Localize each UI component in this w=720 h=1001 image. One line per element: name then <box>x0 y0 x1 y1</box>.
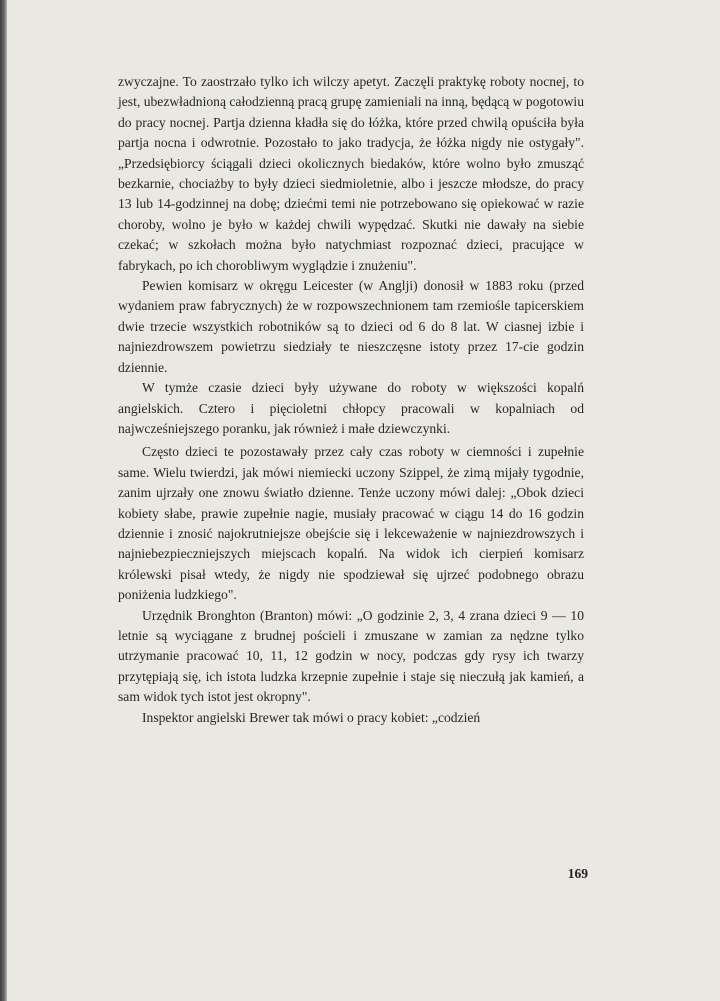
binding-edge <box>0 0 7 1001</box>
paragraph-3: W tymże czasie dzieci były używane do roboty w większości kopalń angielskich. Cztero i pięcioletni chłopcy pracowali w kopalniach od najwcześniejszego poranku, jak również i małe dziewczynki. <box>118 380 584 436</box>
body-text <box>118 72 584 728</box>
paragraph-2: Pewien komisarz w okręgu Leicester (w Anglji) donosił w 1883 roku (przed wydaniem praw fabrycznych) że w rozpowszechnionem tam rzemiośle tapicerskiem dwie trzecie wszystkich robotników są to dzieci od 6 do 8 lat. W ciasnej izbie i najniezdrowszem powietrzu siedziały te nieszczęsne istoty przez 17-cie godzin dziennie. <box>118 278 584 375</box>
page-number: 169 <box>567 866 588 881</box>
paragraph-5: Urzędnik Bronghton (Branton) mówi: „O godzinie 2, 3, 4 zrana dzieci 9 — 10 letnie są wyciągane z brudnej pościeli i zmuszane w zamian za nędzne tylko utrzymanie pracować 10, 11, 12 godzin w nocy, podczas gdy rysy ich twarzy przytępiają się, ich istota ludzka krzepnie zupełnie i staje się nieczułą jak kamień, a sam widok tych istot jest okropny". <box>118 607 584 705</box>
paragraph-6: Inspektor angielski Brewer tak mówi o pracy kobiet: „codzień <box>142 709 481 725</box>
paragraph-4: Często dzieci te pozostawały przez cały czas roboty w ciemności i zupełnie same. Wielu twierdzi, jak mówi niemiecki uczony Szippel, że zimą mijały tygodnie, zanim ujrzały one znowu światło dzienne. Tenże uczony mówi dalej: „Obok dzieci kobiety słabe, prawie zupełnie nagie, musiały pracować w ciągu 14 do 16 godzin dziennie i znosić najokrutniejsze obejście się i lekceważenie w najniezdrowszych i najniebezpieczniejszych miejscach kopalń. Na widok ich cierpień komisarz królewski pisał wtedy, że nigdy nie spodziewał się ujrzeć podobnego obrazu poniżenia ludzkiego". <box>118 444 584 603</box>
paragraph-1: zwyczajne. To zaostrzało tylko ich wilczy apetyt. Zaczęli praktykę roboty nocnej, to jest, ubezwładnioną całodzienną pracą grupę zamieniali na inną, będącą w pogotowiu do pracy nocnej. Partja dzienna kładła się do łóżka, które przed chwilą opuściła była partja nocna i odwrotnie. Pozostało to jako tradycja, że łóżka nigdy nie ostygały". „Przedsiębiorcy ściągali dzieci okolicznych biedaków, które wolno było zmusząć bezkarnie, chociażby to były dzieci siedmioletnie, albo i jeszcze młodsze, do pracy 13 lub 14-godzinnej na dobę; dziećmi temi nie potrzebowano się opiekować w razie choroby, wolno je było w każdej chwili wypędzać. Skutki nie dawały na siebie czekać; w szkołach można było natychmiast rozpoznać dzieci, pracujące w fabrykach, po ich chorobliwym wyglądzie i znużeniu". <box>118 74 584 273</box>
